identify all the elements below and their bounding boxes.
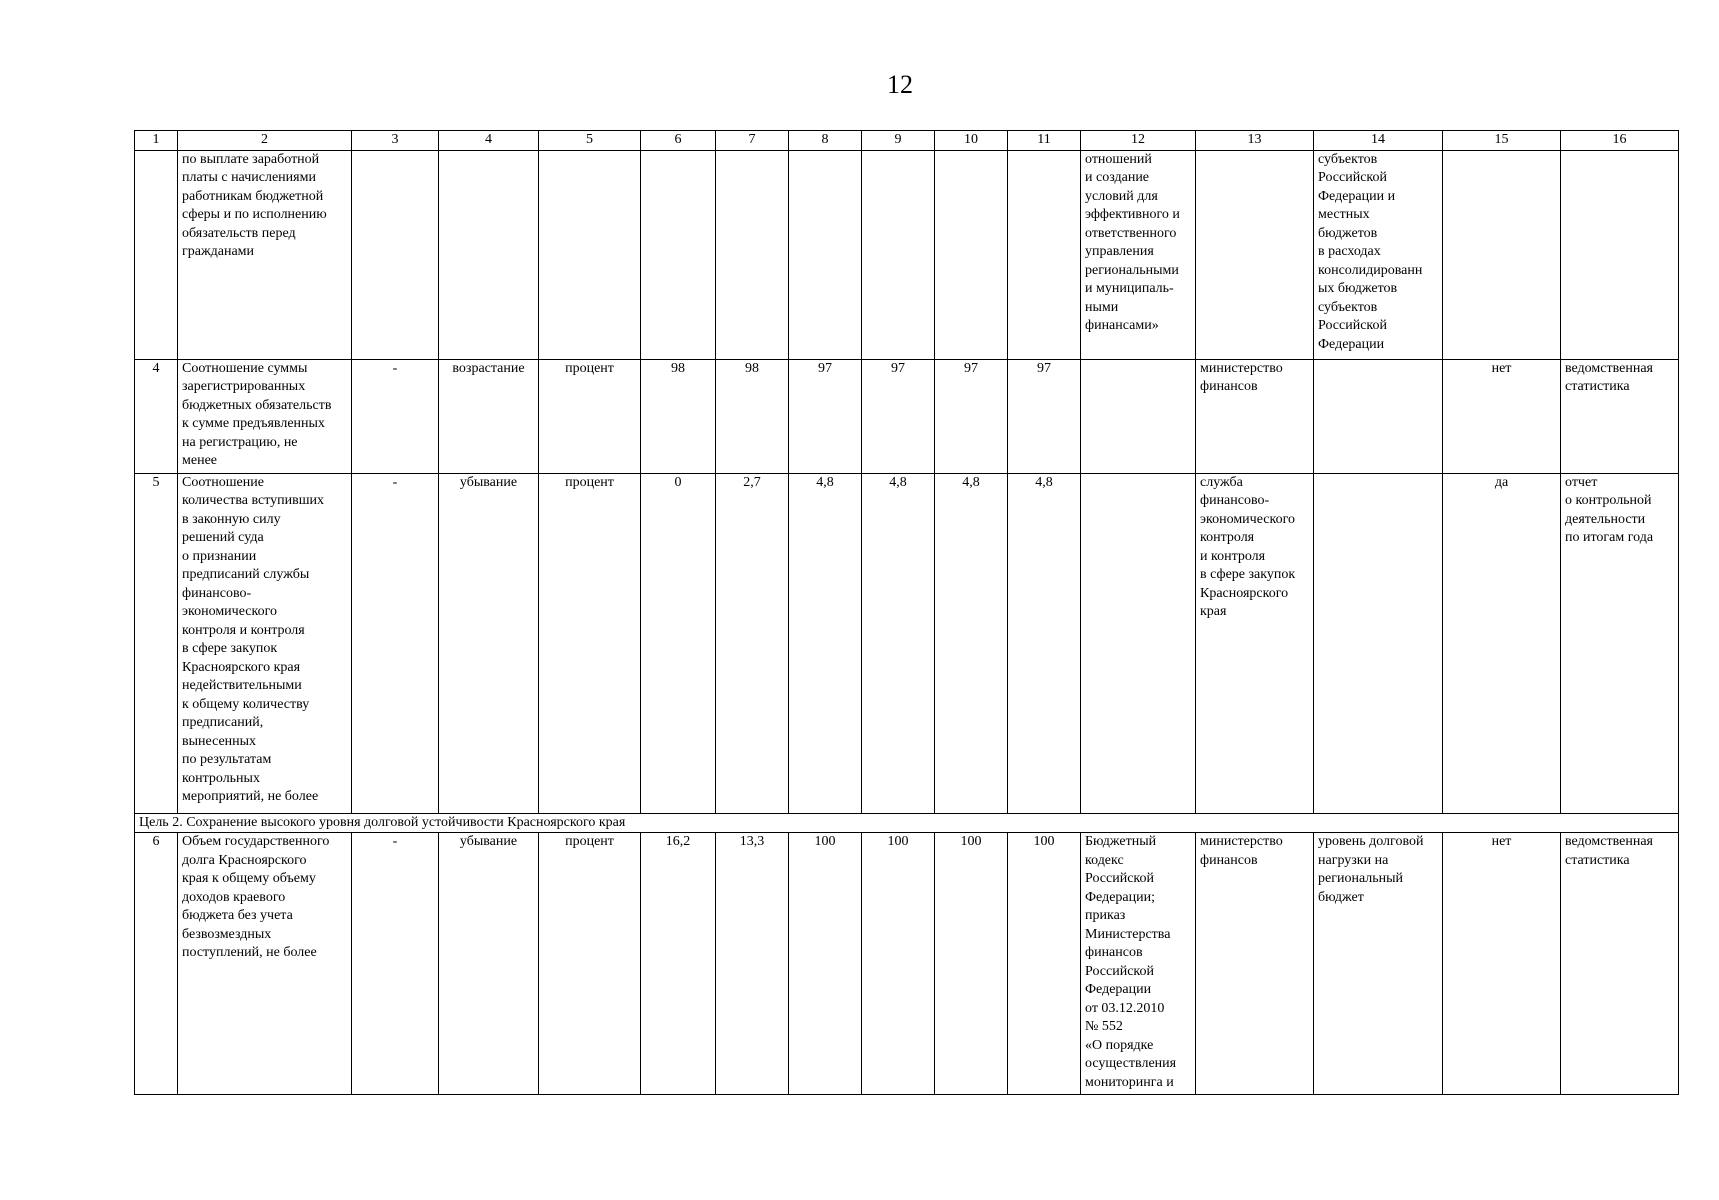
table-cell: 97 <box>862 359 935 473</box>
row-number-cell: 5 <box>135 473 178 813</box>
header-cell: 4 <box>439 131 539 151</box>
header-cell: 16 <box>1561 131 1679 151</box>
header-cell: 6 <box>641 131 716 151</box>
header-cell: 9 <box>862 131 935 151</box>
table-cell: 98 <box>716 359 789 473</box>
table-cell: 0 <box>641 473 716 813</box>
table-cell: процент <box>539 473 641 813</box>
table-cell <box>1081 473 1196 813</box>
table-cell: 13,3 <box>716 833 789 1095</box>
header-cell: 11 <box>1008 131 1081 151</box>
table-cell: 4,8 <box>862 473 935 813</box>
table-cell <box>135 150 178 359</box>
table-cell <box>1314 359 1443 473</box>
table-cell: 100 <box>789 833 862 1095</box>
table-cell: уровень долговой нагрузки на региональный бюджет <box>1314 833 1443 1095</box>
table-cell: - <box>352 473 439 813</box>
row-number-cell: 4 <box>135 359 178 473</box>
table-cell <box>439 150 539 359</box>
indicator-name-cell: Соотношение суммы зарегистрированных бюджетных обязательств к сумме предъявленных на регистрацию, не менее <box>178 359 352 473</box>
table-cell: 97 <box>935 359 1008 473</box>
table-cell: 100 <box>935 833 1008 1095</box>
table-cell: 16,2 <box>641 833 716 1095</box>
row-number-cell: 6 <box>135 833 178 1095</box>
table-cell: Бюджетный кодекс Российской Федерации; приказ Министерства финансов Российской Федерации от 03.12.2010 № 552 «О порядке осуществления мониторинга и <box>1081 833 1196 1095</box>
header-cell: 8 <box>789 131 862 151</box>
table-cell: 4,8 <box>1008 473 1081 813</box>
table-cell <box>862 150 935 359</box>
table-cell: да <box>1443 473 1561 813</box>
table-row <box>135 359 1679 473</box>
indicator-name-cell: Объем государственного долга Красноярского края к общему объему доходов краевого бюджета без учета безвозмездных поступлений, не более <box>178 833 352 1095</box>
table-cell: нет <box>1443 359 1561 473</box>
table-cell: нет <box>1443 833 1561 1095</box>
table-cell: министерство финансов <box>1196 833 1314 1095</box>
goal-row <box>135 813 1679 833</box>
table-cell: возрастание <box>439 359 539 473</box>
header-cell: 7 <box>716 131 789 151</box>
header-cell: 1 <box>135 131 178 151</box>
header-cell: 13 <box>1196 131 1314 151</box>
header-cell: 2 <box>178 131 352 151</box>
goal-heading: Цель 2. Сохранение высокого уровня долговой устойчивости Красноярского края <box>135 813 1679 833</box>
table-cell: 98 <box>641 359 716 473</box>
table-cell: 100 <box>862 833 935 1095</box>
table-cell: 4,8 <box>935 473 1008 813</box>
table-cell: 100 <box>1008 833 1081 1095</box>
indicator-name-cell: по выплате заработной платы с начислениями работникам бюджетной сферы и по исполнению обязательств перед гражданами <box>178 150 352 359</box>
table-cell: министерство финансов <box>1196 359 1314 473</box>
table-cell: 97 <box>1008 359 1081 473</box>
table-cell <box>1196 150 1314 359</box>
table-cell <box>1314 473 1443 813</box>
table-cell: 2,7 <box>716 473 789 813</box>
table-cell <box>1081 359 1196 473</box>
table-cell: ведомственная статистика <box>1561 359 1679 473</box>
page-number: 12 <box>887 70 913 99</box>
indicator-name-cell: Соотношение количества вступивших в законную силу решений суда о признании предписаний службы финансово- экономического контроля и контроля в сфере закупок Красноярского края недействительными к общему количеству предписаний, вынесенных по результатам контрольных мероприятий, не более <box>178 473 352 813</box>
table-cell: 97 <box>789 359 862 473</box>
header-cell: 15 <box>1443 131 1561 151</box>
table-cell: - <box>352 833 439 1095</box>
table-cell <box>789 150 862 359</box>
table-cell <box>539 150 641 359</box>
table-row-continued <box>135 150 1679 359</box>
table-cell: убывание <box>439 833 539 1095</box>
table-cell <box>352 150 439 359</box>
table-row <box>135 473 1679 813</box>
table-cell: служба финансово- экономического контроля и контроля в сфере закупок Красноярского края <box>1196 473 1314 813</box>
table-cell: отношений и создание условий для эффективного и ответственного управления региональными и муниципаль- ными финансами» <box>1081 150 1196 359</box>
table-cell: отчет о контрольной деятельности по итогам года <box>1561 473 1679 813</box>
table-cell <box>641 150 716 359</box>
table-cell <box>935 150 1008 359</box>
header-row <box>135 131 1679 151</box>
table-cell: процент <box>539 833 641 1095</box>
table-cell <box>1008 150 1081 359</box>
table-cell: ведомственная статистика <box>1561 833 1679 1095</box>
table-cell: процент <box>539 359 641 473</box>
header-cell: 5 <box>539 131 641 151</box>
table-cell: субъектов Российской Федерации и местных бюджетов в расходах консолидированн ых бюджетов субъектов Российской Федерации <box>1314 150 1443 359</box>
table-cell <box>716 150 789 359</box>
table-row <box>135 833 1679 1095</box>
header-cell: 10 <box>935 131 1008 151</box>
header-cell: 14 <box>1314 131 1443 151</box>
table-cell <box>1561 150 1679 359</box>
table-cell: - <box>352 359 439 473</box>
table-cell: убывание <box>439 473 539 813</box>
indicators-table <box>134 130 1679 1095</box>
table-cell <box>1443 150 1561 359</box>
header-cell: 12 <box>1081 131 1196 151</box>
table-cell: 4,8 <box>789 473 862 813</box>
header-cell: 3 <box>352 131 439 151</box>
